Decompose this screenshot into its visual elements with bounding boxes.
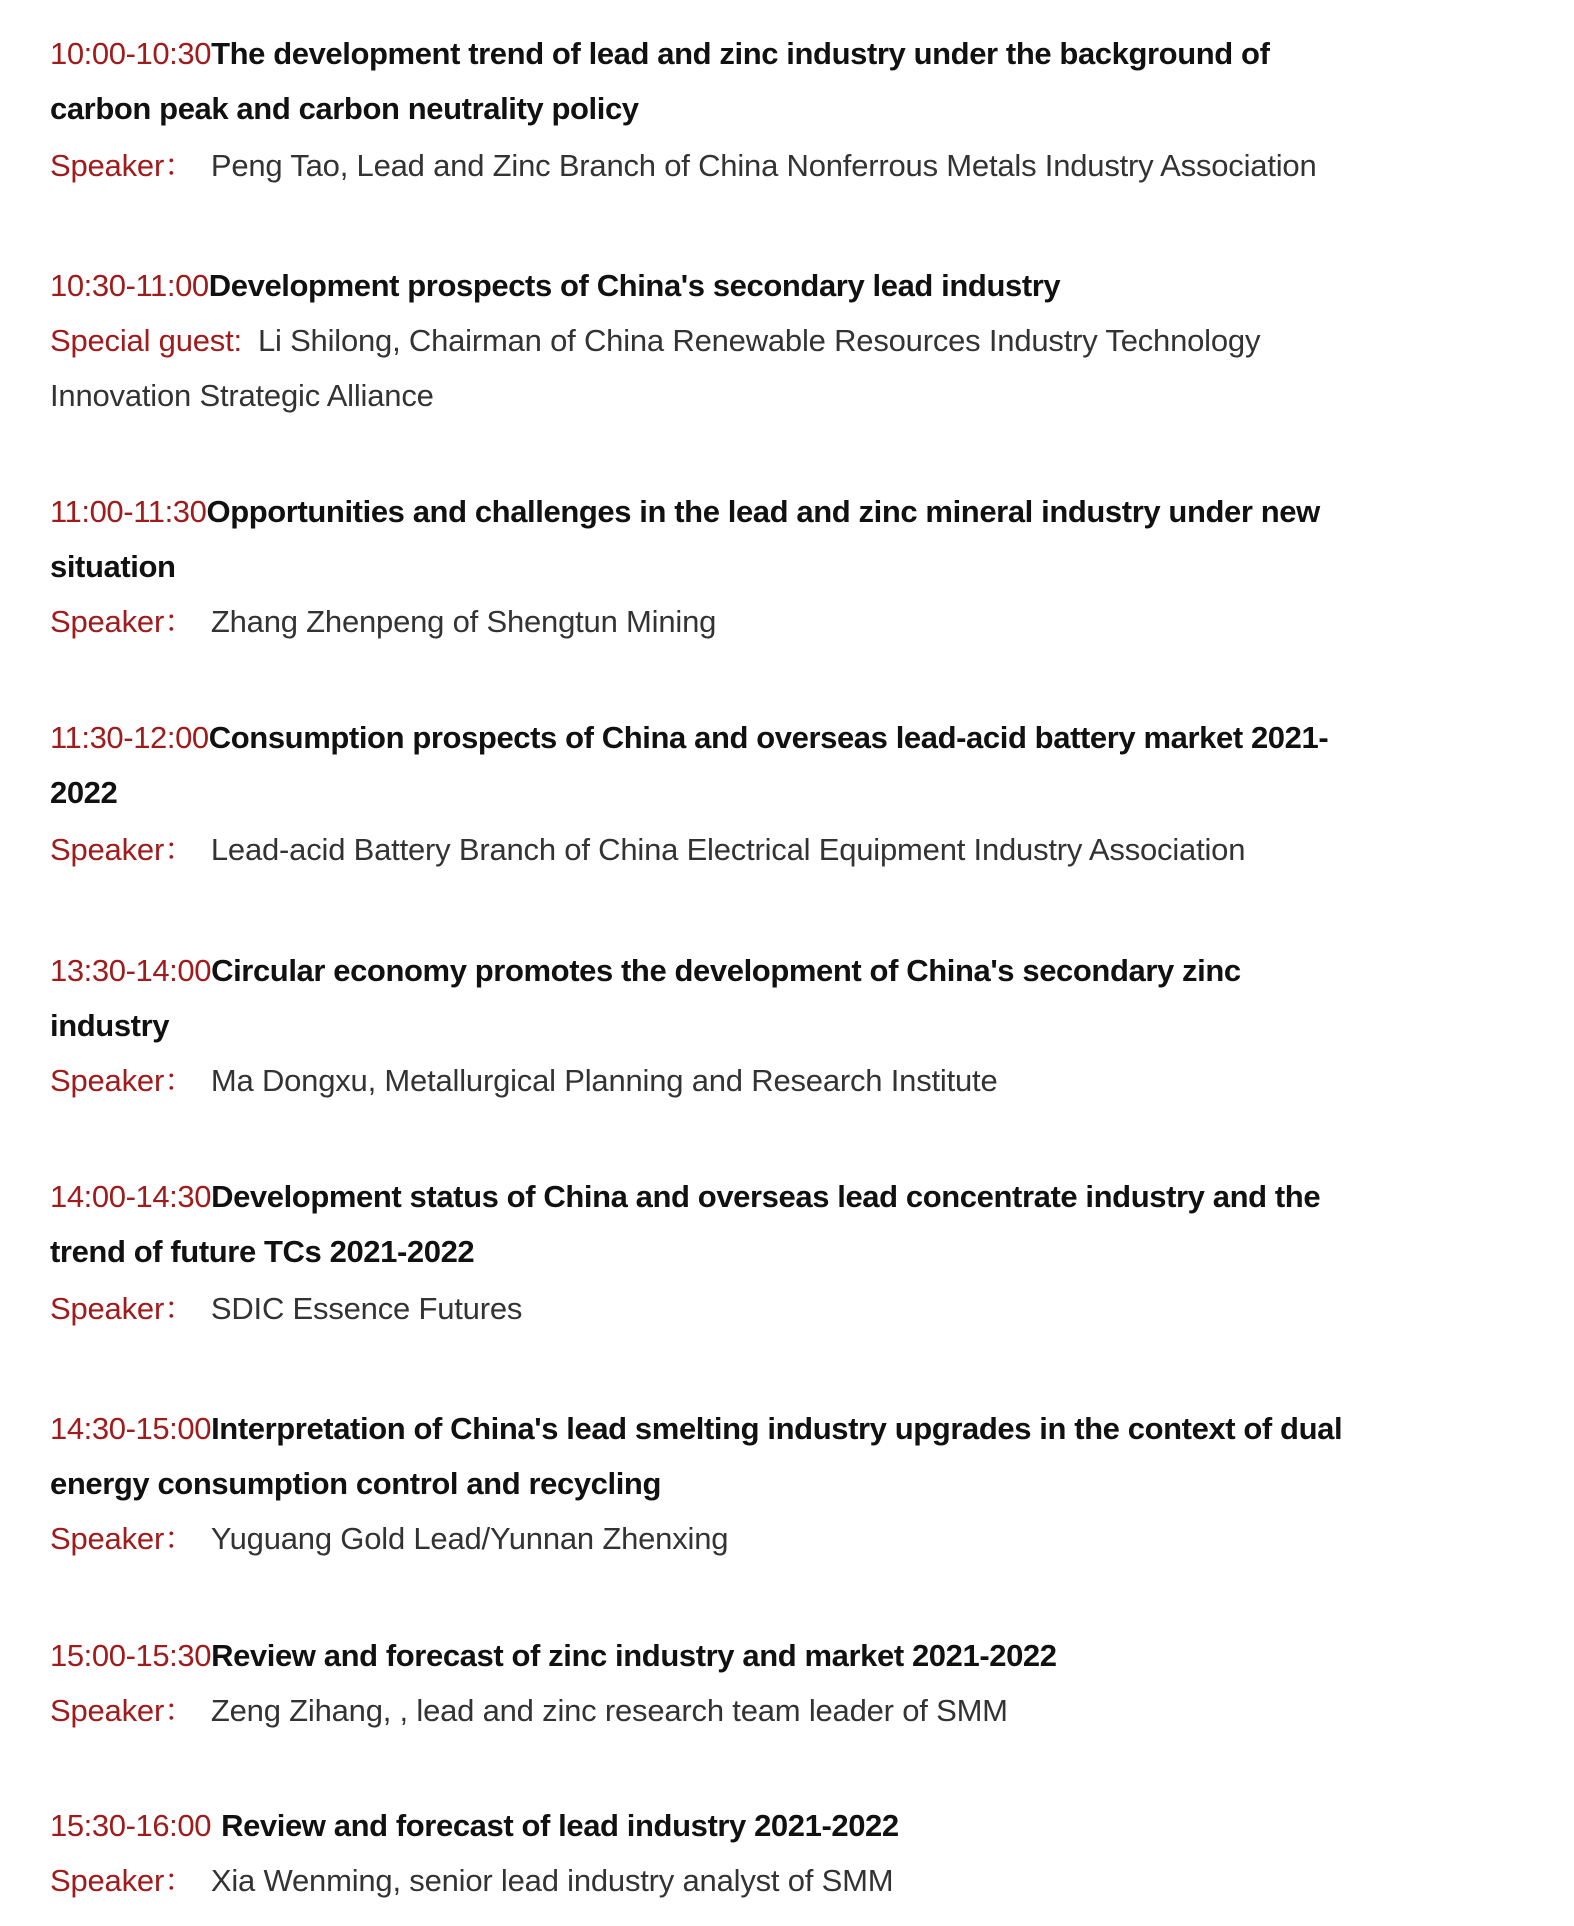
speaker-name: SDIC Essence Futures (210, 1291, 523, 1326)
session-time: 10:30-11:00 (50, 268, 209, 303)
agenda-item-8 (50, 1628, 1350, 1738)
agenda-item-5 (50, 943, 1350, 1108)
session-title-line (50, 710, 1350, 820)
speaker-label: Speaker： (50, 832, 195, 867)
speaker-label: Speaker： (50, 1291, 195, 1326)
session-time: 10:00-10:30 (50, 36, 212, 71)
speaker-line (50, 1281, 1350, 1336)
speaker-name: Li Shilong, Chairman of China Renewable Resources Industry Technology Innovation Strategic Alliance (50, 323, 1261, 413)
session-title: The development trend of lead and zinc industry under the background of carbon peak and carbon neutrality policy (50, 36, 1270, 126)
speaker-line (50, 1053, 1350, 1108)
speaker-line (50, 1511, 1350, 1566)
speaker-label: Speaker： (50, 604, 195, 639)
speaker-name: Xia Wenming, senior lead industry analyst of SMM (210, 1863, 894, 1898)
speaker-name: Zeng Zihang, , lead and zinc research team leader of SMM (210, 1693, 1008, 1728)
speaker-label: Speaker： (50, 1693, 195, 1728)
session-title-line (50, 258, 1350, 313)
session-title: Circular economy promotes the development of China's secondary zinc industry (50, 953, 1241, 1043)
agenda-item-9 (50, 1798, 1350, 1908)
speaker-name: Peng Tao, Lead and Zinc Branch of China Nonferrous Metals Industry Association (210, 148, 1317, 183)
session-title: Review and forecast of zinc industry and market 2021-2022 (211, 1638, 1057, 1673)
speaker-name: Yuguang Gold Lead/Yunnan Zhenxing (210, 1521, 729, 1556)
session-title-line (50, 1798, 1350, 1853)
speaker-name: Lead-acid Battery Branch of China Electrical Equipment Industry Association (210, 832, 1246, 867)
agenda-item-3 (50, 484, 1350, 649)
session-title: Opportunities and challenges in the lead and zinc mineral industry under new situation (50, 494, 1320, 584)
session-title-line (50, 1401, 1350, 1511)
speaker-name: Ma Dongxu, Metallurgical Planning and Research Institute (210, 1063, 998, 1098)
speaker-name: Zhang Zhenpeng of Shengtun Mining (210, 604, 717, 639)
session-time: 15:00-15:30 (50, 1638, 212, 1673)
speaker-line (50, 138, 1350, 193)
speaker-line (50, 1683, 1350, 1738)
session-title-line (50, 943, 1350, 1053)
speaker-label: Speaker： (50, 148, 195, 183)
session-title: Consumption prospects of China and overseas lead-acid battery market 2021-2022 (50, 720, 1329, 810)
speaker-line (50, 594, 1350, 649)
agenda-item-1 (50, 26, 1350, 193)
agenda-item-6 (50, 1169, 1350, 1336)
speaker-label: Special guest: (50, 323, 242, 358)
session-title-line (50, 1169, 1350, 1279)
session-title-line (50, 1628, 1350, 1683)
speaker-line (50, 1853, 1350, 1908)
speaker-label: Speaker： (50, 1863, 195, 1898)
session-title: Development prospects of China's secondary lead industry (208, 268, 1061, 303)
session-title: Development status of China and overseas lead concentrate industry and the trend of future TCs 2021-2022 (50, 1179, 1321, 1269)
speaker-line (50, 313, 1350, 423)
agenda-item-4 (50, 710, 1350, 877)
speaker-label: Speaker： (50, 1063, 195, 1098)
session-time: 11:00-11:30 (50, 494, 207, 529)
session-title-line (50, 484, 1350, 594)
session-title-line (50, 26, 1350, 136)
agenda-item-7 (50, 1401, 1350, 1566)
session-time: 14:00-14:30 (50, 1179, 212, 1214)
agenda-item-2 (50, 258, 1350, 423)
session-time: 13:30-14:00 (50, 953, 212, 988)
session-time: 15:30-16:00 (50, 1808, 212, 1843)
speaker-line (50, 822, 1350, 877)
session-title: Review and forecast of lead industry 2021-2022 (221, 1808, 899, 1843)
session-time: 11:30-12:00 (50, 720, 209, 755)
session-time: 14:30-15:00 (50, 1411, 212, 1446)
speaker-label: Speaker： (50, 1521, 195, 1556)
session-title: Interpretation of China's lead smelting industry upgrades in the context of dual energy consumption control and recycling (50, 1411, 1343, 1501)
